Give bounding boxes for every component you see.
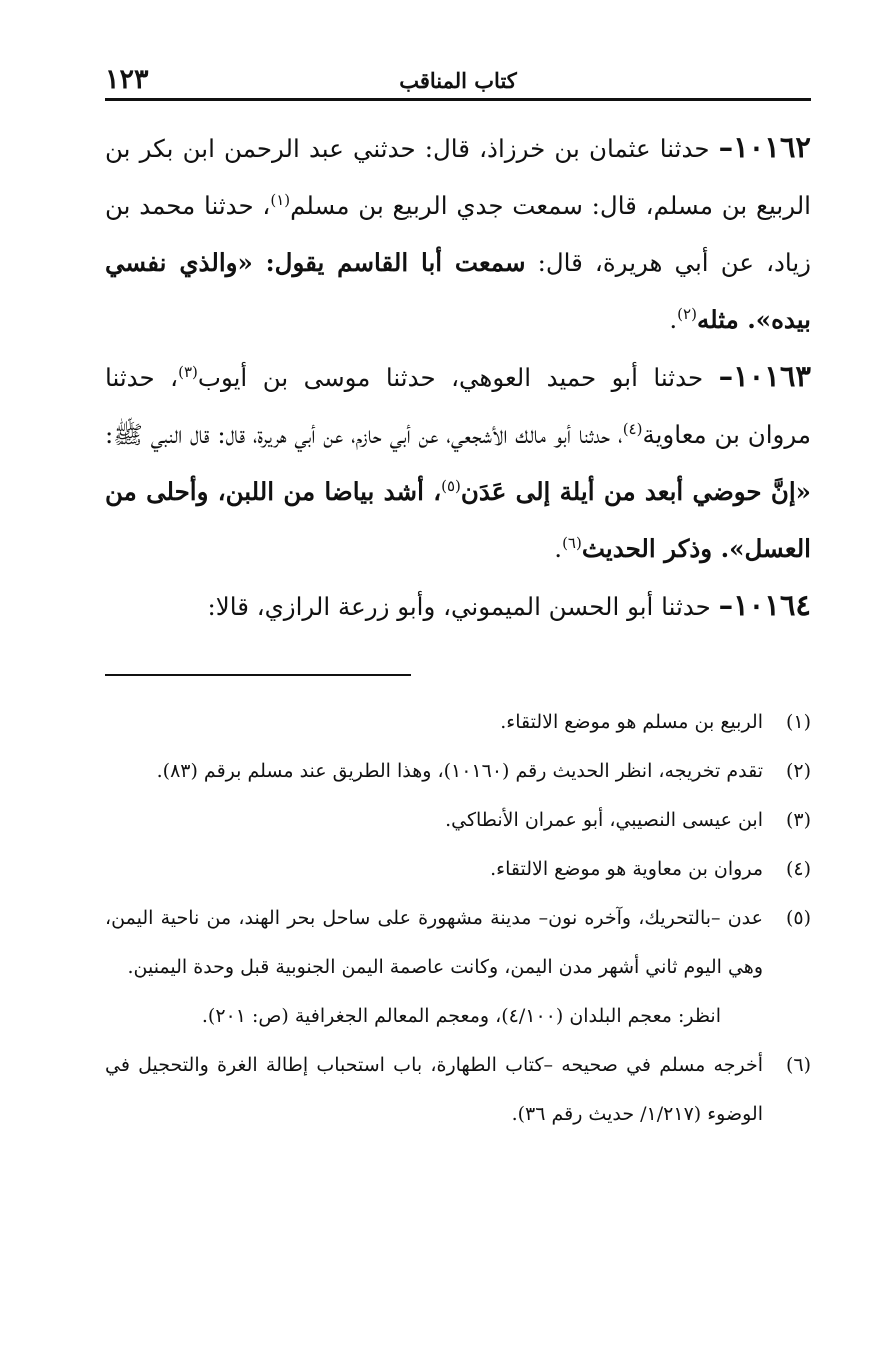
footnote-ref-6[interactable]: (٦) — [562, 533, 582, 552]
footnote-text: مروان بن معاوية هو موضع الالتقاء. — [490, 858, 763, 880]
footnote-number: (٢) — [785, 760, 811, 782]
main-text — [105, 119, 811, 635]
hadith-number: ١٠١٦٤– — [718, 588, 811, 622]
hadith-text: ، حدثنا مروان بن معاوية — [105, 363, 811, 449]
hadith-10164 — [105, 577, 811, 635]
hadith-number: ١٠١٦٢– — [718, 130, 811, 164]
footnote-1 — [105, 698, 811, 747]
page-header — [105, 66, 811, 101]
hadith-text: حدثنا أبو حميد العوهي، حدثنا موسى بن أيوب — [197, 363, 719, 392]
hadith-text: . — [669, 305, 678, 334]
footnote-ref-1[interactable]: (١) — [270, 190, 291, 209]
hadith-text: ، حدثنا أبو مالك الأشجعي، عن أبي حازم، عن أبي هريرة، قال: قال النبي ﷺ: — [105, 420, 623, 449]
footnote-6 — [105, 1041, 811, 1139]
footnote-2 — [105, 747, 811, 796]
hadith-matn: سمعت أبا القاسم يقول: «والذي نفسي بيده». مثله — [105, 248, 811, 334]
footnote-text: تقدم تخريجه، انظر الحديث رقم (١٠١٦٠)، وهذا الطريق عند مسلم برقم (٨٣). — [156, 760, 763, 782]
footnote-ref-5[interactable]: (٥) — [441, 476, 461, 495]
footnote-text: الربيع بن مسلم هو موضع الالتقاء. — [500, 711, 763, 733]
footnote-number: (٥) — [785, 907, 811, 929]
footnote-5 — [105, 894, 811, 992]
footnote-number: (٣) — [785, 809, 811, 831]
hadith-text: حدثنا أبو الحسن الميموني، وأبو زرعة الرازي، قالا: — [207, 592, 719, 621]
hadith-text: . — [554, 534, 563, 563]
hadith-matn: «إنَّ حوضي أبعد من أيلة إلى عَدَن — [460, 477, 811, 506]
hadith-text: حدثنا عثمان بن خرزاذ، قال: حدثني عبد الرحمن ابن بكر بن الربيع بن مسلم، قال: سمعت جدي الربيع بن مسلم — [105, 134, 811, 220]
footnote-ref-2[interactable]: (٢) — [677, 304, 697, 323]
footnote-separator — [105, 674, 411, 676]
footnote-number: (٤) — [785, 858, 811, 880]
book-page — [105, 66, 811, 1139]
chapter-title: كتاب المناقب — [399, 68, 517, 93]
hadith-text: ، حدثنا محمد بن زياد، عن أبي هريرة، قال: — [105, 191, 811, 277]
footnote-number: (٦) — [785, 1054, 811, 1076]
footnote-5-source — [105, 992, 811, 1041]
footnote-text: ابن عيسى النصيبي، أبو عمران الأنطاكي. — [445, 809, 763, 831]
footnote-3 — [105, 796, 811, 845]
hadith-number: ١٠١٦٣– — [718, 359, 811, 393]
footnote-ref-4[interactable]: (٤) — [622, 419, 643, 438]
footnote-text: أخرجه مسلم في صحيحه –كتاب الطهارة، باب استحباب إطالة الغرة والتحجيل في الوضوء (١/٢١٧/ حديث رقم ٣٦). — [105, 1054, 763, 1125]
footnotes — [105, 698, 811, 1139]
footnote-number: (١) — [785, 711, 811, 733]
hadith-10163 — [105, 348, 811, 577]
page-number: ١٢٣ — [105, 64, 149, 95]
hadith-matn: ، أشد بياضا من اللبن، وأحلى من العسل». وذكر الحديث — [105, 477, 811, 563]
footnote-text: عدن –بالتحريك، وآخره نون– مدينة مشهورة على ساحل بحر الهند، من ناحية اليمن، وهي اليوم ثاني أشهر مدن اليمن، وكانت عاصمة اليمن الجنوبية قبل وحدة اليمنين. — [105, 907, 763, 978]
footnote-ref-3[interactable]: (٣) — [178, 362, 198, 381]
footnote-text: انظر: معجم البلدان (٤/١٠٠)، ومعجم المعالم الجغرافية (ص: ٢٠١). — [201, 1005, 721, 1027]
hadith-10162 — [105, 119, 811, 348]
footnote-4 — [105, 845, 811, 894]
